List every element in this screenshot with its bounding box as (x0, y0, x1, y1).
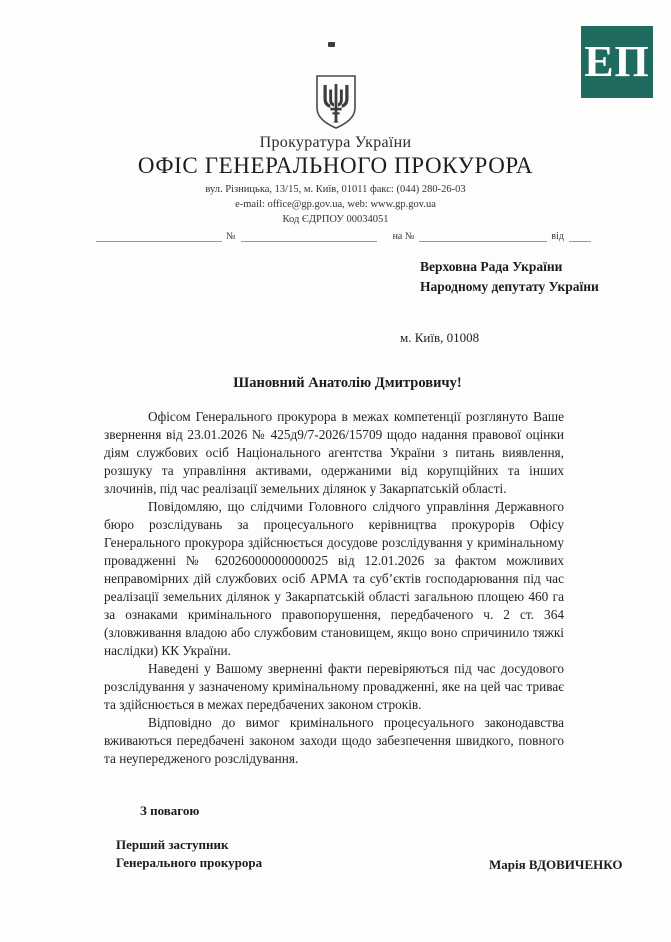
body-paragraph-2: Повідомляю, що слідчими Головного слідчого управління Державного бюро розслідувань за процесуального керівництва прокурорів Офісу Генерального прокурора здійснюється досудове розслідування у кримінальному провадженні № 62026000000000025 від 12.01.2026 за фактом можливих неправомірних дій службових осіб АРМА та суб’єктів господарювання під час реалізації земельних ділянок у Закарпатській області загальною площею 460 га за ознаками кримінального правопорушення, передбаченого ч. 2 ст. 364 (зловживання владою або службовим становищем, якщо воно спричинило тяжкі наслідки) КК України. (104, 499, 564, 659)
body-paragraph-4: Відповідно до вимог кримінального процесуального законодавства вживаються передбачені законом заходи щодо забезпечення швидкого, повного та неупередженого розслідування. (104, 715, 564, 767)
salutation: Шановний Анатолію Дмитровичу! (233, 375, 462, 391)
reference-number-field[interactable] (241, 230, 377, 242)
addressee-line-2: Народному депутату України (420, 278, 599, 294)
signatory-name: Марія ВДОВИЧЕНКО (489, 857, 623, 872)
letterhead (0, 74, 671, 228)
reference-line (96, 224, 591, 242)
reference-number-field-left[interactable] (96, 230, 222, 242)
addressee-line-1: Верховна Рада України (420, 259, 563, 274)
reply-to-label: на № (392, 231, 415, 242)
reference-number-label: № (226, 231, 236, 242)
date-field[interactable] (569, 230, 591, 242)
address-line-edrpou: Код ЄДРПОУ 00034051 (282, 214, 389, 226)
body-paragraph-1: Офісом Генерального прокурора в межах компетенції розглянуто Ваше звернення від 23.01.2026 № 425д9/7-2026/15709 щодо надання правової оцінки діям службових осіб Національного агентства України з питань виявлення, розшуку та управління активами, одержаними від корупційних та інших злочинів, під час реалізації земельних ділянок у Закарпатській області. (104, 409, 564, 497)
signatory-title (116, 836, 262, 873)
ukrainian-trident-emblem-icon (314, 74, 358, 130)
organization-subtitle: Прокуратура України (259, 134, 412, 151)
address-line-street: вул. Різницька, 13/15, м. Київ, 01011 факс: (044) 280-26-03 (205, 184, 466, 195)
body-paragraph-3: Наведені у Вашому зверненні факти перевіряються під час досудового розслідування у зазначеному кримінальному провадженні, яке на цей час триває та здійснюється в межах передбачених законом строків. (104, 661, 564, 713)
addressee-city: м. Київ, 01008 (400, 330, 480, 345)
reply-to-field[interactable] (419, 230, 547, 242)
scan-artifact-dot (328, 42, 335, 47)
signatory-title-line-2: Генерального прокурора (116, 855, 263, 871)
organization-title: ОФІС ГЕНЕРАЛЬНОГО ПРОКУРОРА (137, 153, 534, 178)
letter-body (104, 408, 564, 768)
date-label: від (551, 231, 564, 242)
addressee-block (420, 257, 599, 296)
signatory-title-line-1: Перший заступник (116, 837, 229, 852)
ep-logo-text: ЕП (584, 37, 650, 86)
address-line-contacts: e-mail: office@gp.gov.ua, web: www.gp.gov.ua (235, 199, 436, 211)
closing-regards: З повагою (140, 803, 200, 818)
